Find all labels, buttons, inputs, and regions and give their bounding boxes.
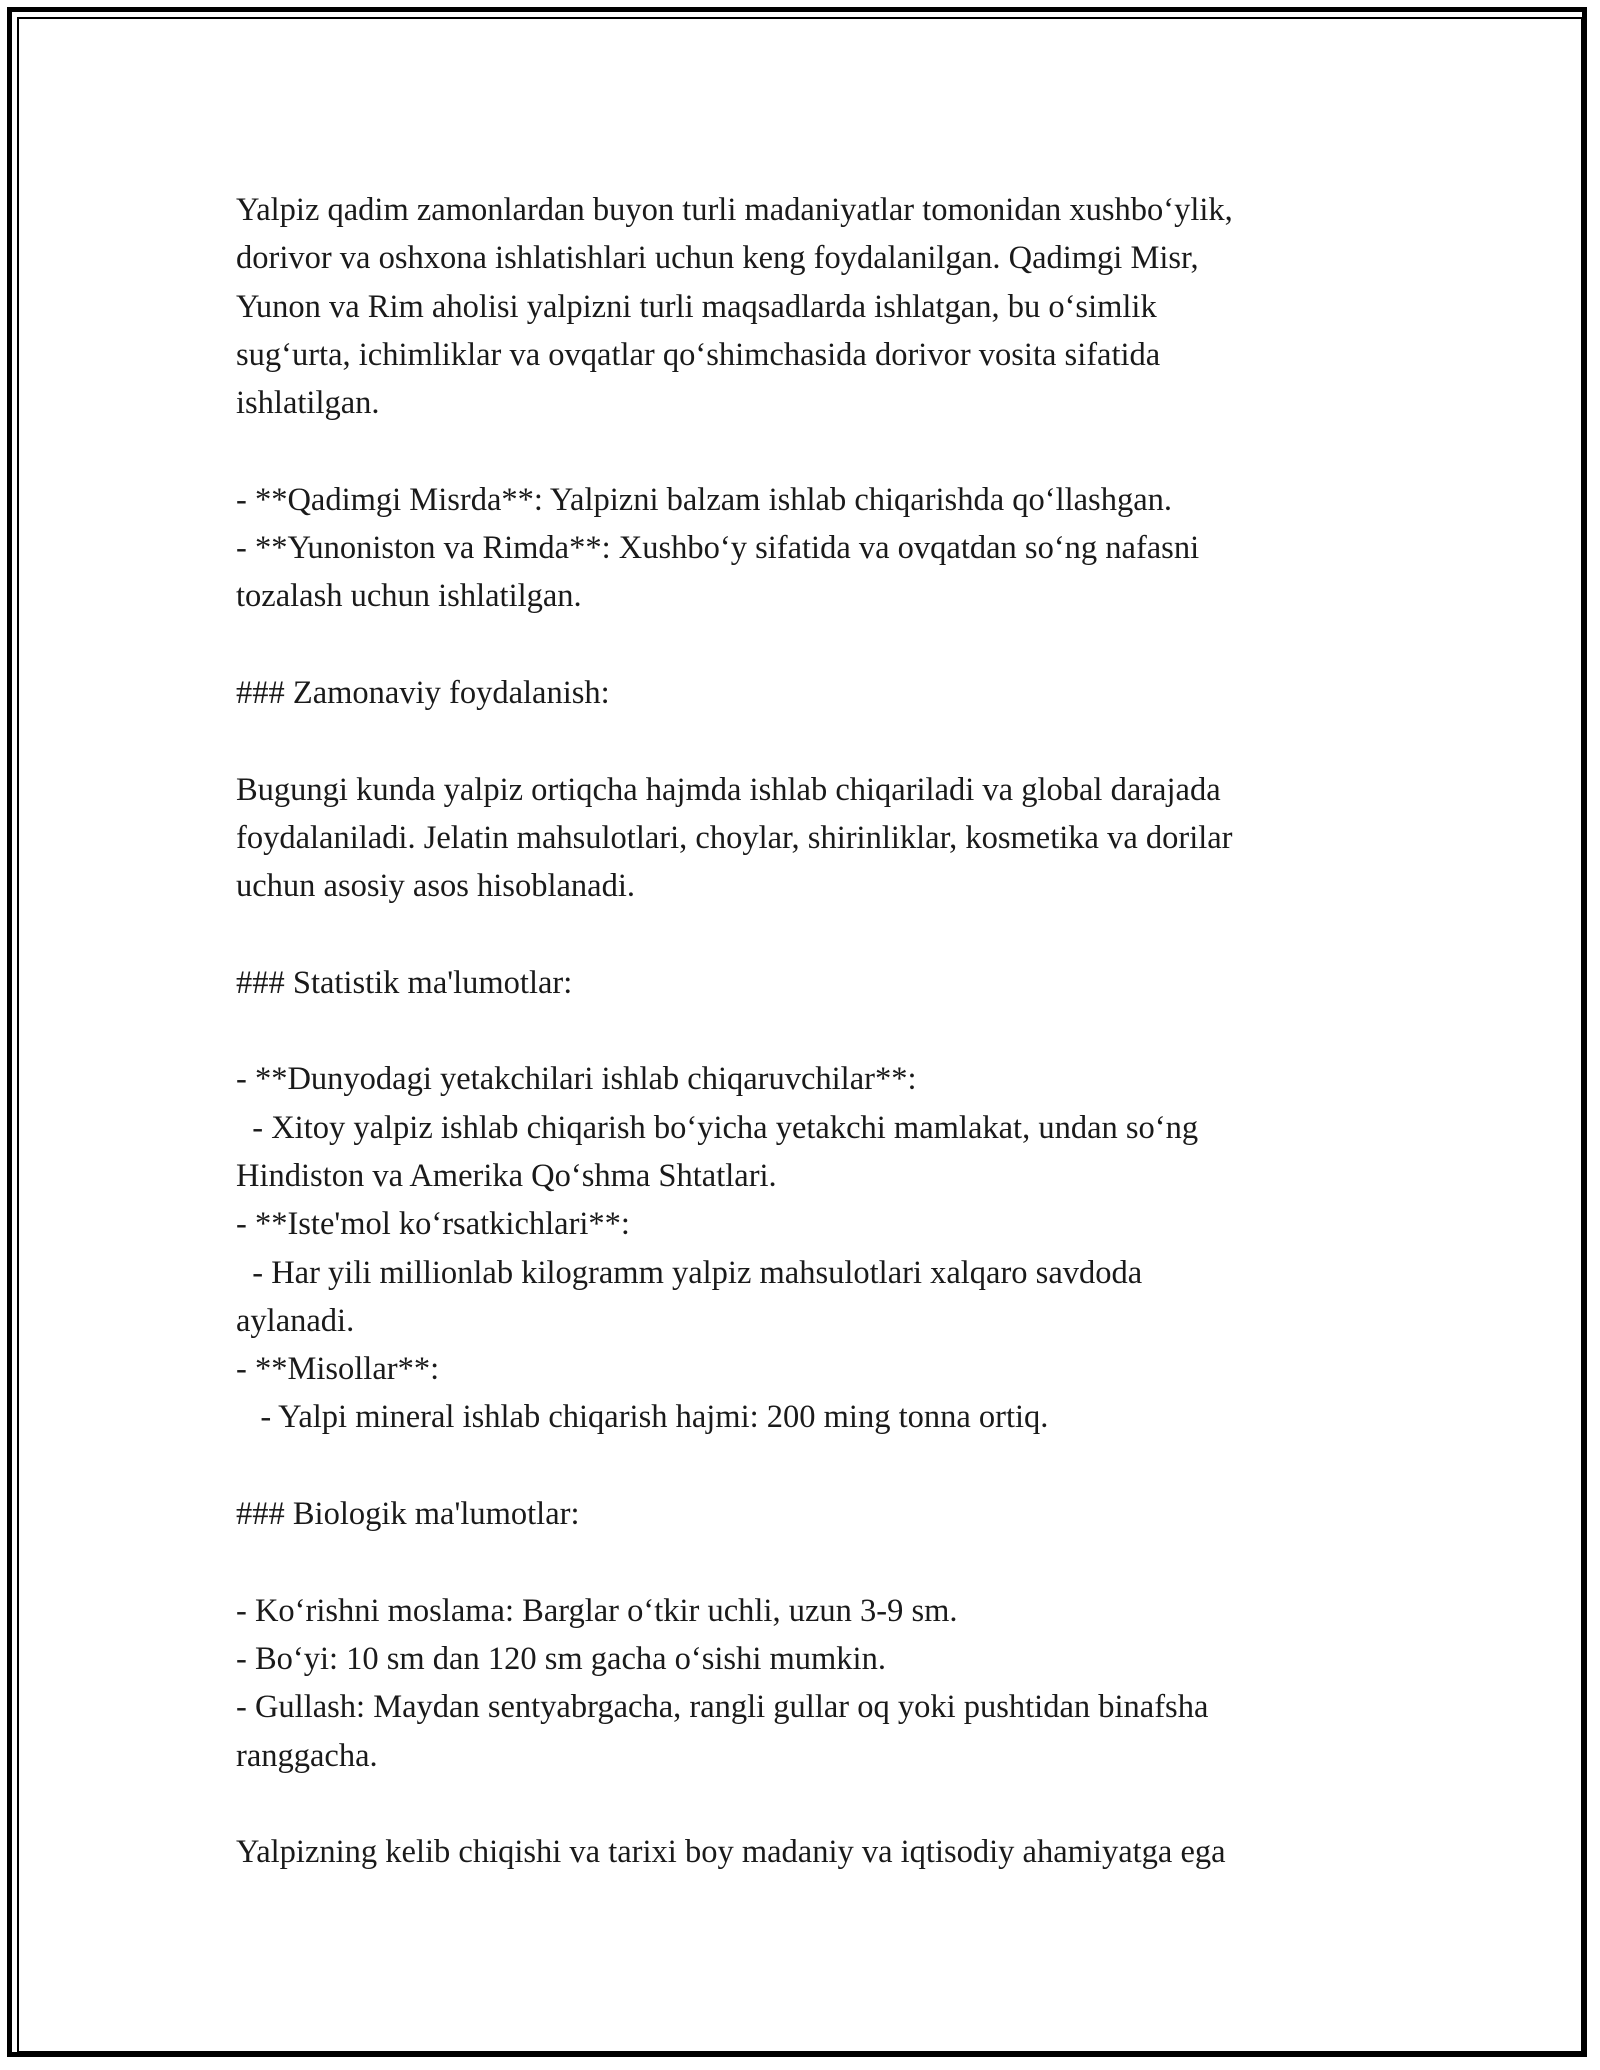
list-item: - Yalpi mineral ishlab chiqarish hajmi: 200 ming tonna ortiq. [236, 1399, 1049, 1436]
section-heading: ### Biologik ma'lumotlar: [236, 1496, 580, 1533]
text-line: uchun asosiy asos hisoblanadi. [236, 868, 635, 905]
list-item: - Ko‘rishni moslama: Barglar o‘tkir uchli, uzun 3-9 sm. [236, 1592, 958, 1629]
text-line: Bugungi kunda yalpiz ortiqcha hajmda ishlab chiqariladi va global darajada [236, 771, 1221, 808]
list-item: - Har yili millionlab kilogramm yalpiz mahsulotlari xalqaro savdoda [236, 1254, 1143, 1291]
list-item: - **Yunoniston va Rimda**: Xushbo‘y sifatida va ovqatdan so‘ng nafasni [236, 530, 1200, 567]
blank-line [236, 427, 1396, 475]
blank-line [236, 621, 1396, 669]
text-line: ishlatilgan. [236, 385, 380, 422]
list-item: - Gullash: Maydan sentyabrgacha, rangli gullar oq yoki pushtidan binafsha [236, 1689, 1209, 1726]
text-line: Yunon va Rim aholisi yalpizni turli maqsadlarda ishlatgan, bu o‘simlik [236, 288, 1157, 325]
blank-line [236, 1007, 1396, 1055]
list-item: - **Iste'mol ko‘rsatkichlari**: [236, 1206, 630, 1243]
blank-line [236, 910, 1396, 958]
blank-line [236, 717, 1396, 765]
list-item: - **Qadimgi Misrda**: Yalpizni balzam ishlab chiqarishda qo‘llashgan. [236, 481, 1173, 518]
text-line: foydalaniladi. Jelatin mahsulotlari, choylar, shirinliklar, kosmetika va dorilar [236, 819, 1233, 856]
section-heading: ### Statistik ma'lumotlar: [236, 964, 573, 1001]
text-line: Yalpizning kelib chiqishi va tarixi boy madaniy va iqtisodiy ahamiyatga ega [236, 1834, 1226, 1871]
list-item: - Bo‘yi: 10 sm dan 120 sm gacha o‘sishi mumkin. [236, 1640, 886, 1677]
section-heading: ### Zamonaviy foydalanish: [236, 674, 610, 711]
text-line: dorivor va oshxona ishlatishlari uchun keng foydalanilgan. Qadimgi Misr, [236, 240, 1199, 277]
blank-line [236, 1780, 1396, 1828]
text-line: aylanadi. [236, 1302, 355, 1339]
blank-line [236, 1442, 1396, 1490]
text-line: Yalpiz qadim zamonlardan buyon turli madaniyatlar tomonidan xushbo‘ylik, [236, 192, 1233, 228]
text-line: sug‘urta, ichimliklar va ovqatlar qo‘shimchasida dorivor vosita sifatida [236, 336, 1161, 373]
text-line: ranggacha. [236, 1737, 378, 1774]
list-item: - Xitoy yalpiz ishlab chiqarish bo‘yicha yetakchi mamlakat, undan so‘ng [236, 1109, 1199, 1146]
list-item: - **Misollar**: [236, 1351, 440, 1388]
text-line: tozalash uchun ishlatilgan. [236, 578, 582, 615]
text-line: Hindiston va Amerika Qo‘shma Shtatlari. [236, 1157, 777, 1194]
list-item: - **Dunyodagi yetakchilari ishlab chiqaruvchilar**: [236, 1061, 917, 1098]
document-body [236, 186, 1396, 1876]
blank-line [236, 1538, 1396, 1586]
